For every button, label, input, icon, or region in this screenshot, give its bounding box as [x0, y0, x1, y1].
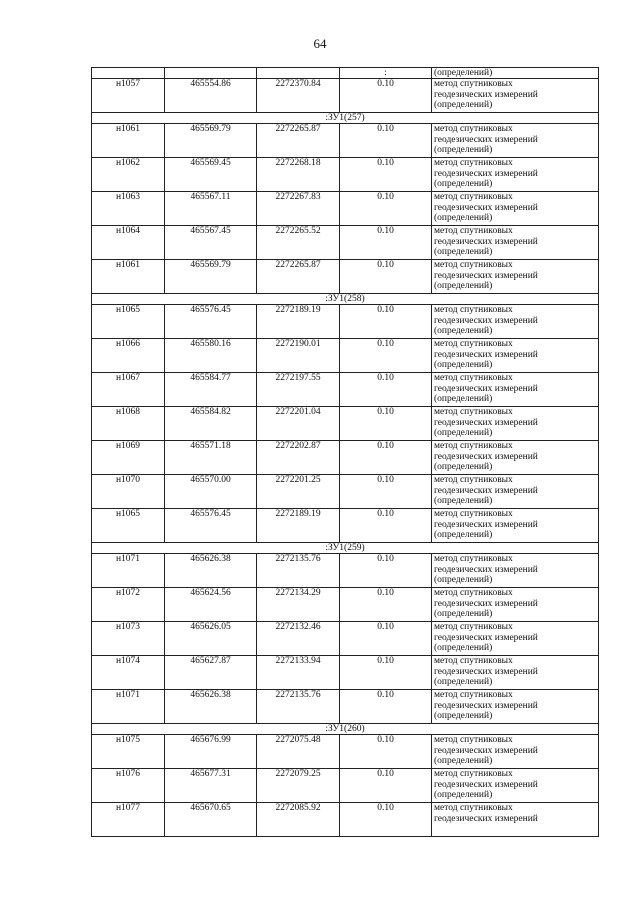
accuracy-cell: 0.10: [340, 305, 432, 339]
method-line: геодезических измерений: [434, 598, 538, 609]
method-line: метод спутниковых: [434, 79, 513, 89]
method-cell: [432, 803, 599, 837]
method-line: геодезических измерений: [434, 700, 538, 711]
section-title: :ЗУ1(259): [92, 543, 599, 554]
method-line: метод спутниковых: [434, 803, 513, 813]
method-cell: [432, 124, 599, 158]
y-coordinate-cell: 2272079.25: [257, 769, 340, 803]
method-line: метод спутниковых: [434, 124, 513, 134]
table-row: [92, 769, 599, 803]
coordinates-table: [91, 67, 599, 837]
method-line: метод спутниковых: [434, 588, 513, 598]
point-id-cell: н1064: [92, 226, 165, 260]
point-id-cell: н1065: [92, 509, 165, 543]
table-row: [92, 656, 599, 690]
method-line: метод спутниковых: [434, 407, 513, 417]
method-cell: [432, 735, 599, 769]
point-id-cell: н1070: [92, 475, 165, 509]
method-cell: [432, 509, 599, 543]
x-coordinate-cell: 465576.45: [165, 509, 257, 543]
method-line: (определений): [434, 711, 493, 721]
method-line: (определений): [434, 496, 493, 506]
method-cell: [432, 656, 599, 690]
method-cell: [432, 158, 599, 192]
cont-acc-cell: :: [340, 68, 432, 79]
accuracy-cell: 0.10: [340, 690, 432, 724]
table-row: [92, 588, 599, 622]
method-cell: [432, 690, 599, 724]
method-cell: [432, 260, 599, 294]
accuracy-cell: 0.10: [340, 622, 432, 656]
x-coordinate-cell: 465567.45: [165, 226, 257, 260]
x-coordinate-cell: 465676.99: [165, 735, 257, 769]
method-line: геодезических измерений: [434, 236, 538, 247]
x-coordinate-cell: 465576.45: [165, 305, 257, 339]
accuracy-cell: 0.10: [340, 407, 432, 441]
section-header-row: [92, 113, 599, 124]
x-coordinate-cell: 465570.00: [165, 475, 257, 509]
page-number: 64: [313, 36, 327, 51]
table-row: [92, 226, 599, 260]
x-coordinate-cell: 465569.79: [165, 260, 257, 294]
accuracy-cell: 0.10: [340, 509, 432, 543]
method-line: (определений): [434, 462, 493, 472]
method-line: метод спутниковых: [434, 509, 513, 519]
point-id-cell: н1057: [92, 79, 165, 113]
x-coordinate-cell: 465554.86: [165, 79, 257, 113]
cont-y-cell: [257, 68, 340, 79]
x-coordinate-cell: 465670.65: [165, 803, 257, 837]
method-line: геодезических измерений: [434, 485, 538, 496]
table-row: [92, 158, 599, 192]
y-coordinate-cell: 2272268.18: [257, 158, 340, 192]
accuracy-cell: 0.10: [340, 441, 432, 475]
method-cell: [432, 588, 599, 622]
table-row: [92, 509, 599, 543]
method-line: метод спутниковых: [434, 554, 513, 564]
method-line: (определений): [434, 643, 493, 653]
method-cell: [432, 622, 599, 656]
y-coordinate-cell: 2272085.92: [257, 803, 340, 837]
method-cell: [432, 192, 599, 226]
point-id-cell: н1074: [92, 656, 165, 690]
cont-method-cell: (определений): [432, 68, 599, 79]
method-line: (определений): [434, 100, 493, 110]
method-line: метод спутниковых: [434, 339, 513, 349]
method-line: (определений): [434, 145, 493, 155]
method-line: метод спутниковых: [434, 656, 513, 666]
method-line: геодезических измерений: [434, 168, 538, 179]
x-coordinate-cell: 465567.11: [165, 192, 257, 226]
method-line: геодезических измерений: [434, 349, 538, 360]
continuation-row: [92, 68, 599, 79]
y-coordinate-cell: 2272189.19: [257, 509, 340, 543]
table-row: [92, 79, 599, 113]
method-line: (определений): [434, 179, 493, 189]
y-coordinate-cell: 2272197.55: [257, 373, 340, 407]
accuracy-cell: 0.10: [340, 339, 432, 373]
method-line: метод спутниковых: [434, 441, 513, 451]
method-cell: [432, 554, 599, 588]
x-coordinate-cell: 465571.18: [165, 441, 257, 475]
y-coordinate-cell: 2272135.76: [257, 690, 340, 724]
method-cell: [432, 305, 599, 339]
y-coordinate-cell: 2272201.04: [257, 407, 340, 441]
section-title: :ЗУ1(258): [92, 294, 599, 305]
table-row: [92, 554, 599, 588]
method-cell: [432, 475, 599, 509]
method-line: (определений): [434, 677, 493, 687]
table-row: [92, 124, 599, 158]
table-row: [92, 339, 599, 373]
accuracy-cell: 0.10: [340, 769, 432, 803]
point-id-cell: н1075: [92, 735, 165, 769]
method-line: (определений): [434, 428, 493, 438]
method-line: метод спутниковых: [434, 260, 513, 270]
method-line: геодезических измерений: [434, 315, 538, 326]
y-coordinate-cell: 2272075.48: [257, 735, 340, 769]
section-header-row: [92, 543, 599, 554]
method-line: метод спутниковых: [434, 622, 513, 632]
point-id-cell: н1065: [92, 305, 165, 339]
method-cell: [432, 769, 599, 803]
y-coordinate-cell: 2272190.01: [257, 339, 340, 373]
method-cell: [432, 407, 599, 441]
x-coordinate-cell: 465627.87: [165, 656, 257, 690]
table-row: [92, 690, 599, 724]
y-coordinate-cell: 2272189.19: [257, 305, 340, 339]
point-id-cell: н1076: [92, 769, 165, 803]
table-row: [92, 407, 599, 441]
point-id-cell: н1066: [92, 339, 165, 373]
method-line: геодезических измерений: [434, 270, 538, 281]
table-row: [92, 622, 599, 656]
method-line: метод спутниковых: [434, 769, 513, 779]
method-line: геодезических измерений: [434, 202, 538, 213]
method-line: геодезических измерений: [434, 417, 538, 428]
y-coordinate-cell: 2272135.76: [257, 554, 340, 588]
method-line: (определений): [434, 530, 493, 540]
method-line: (определений): [434, 326, 493, 336]
point-id-cell: н1071: [92, 554, 165, 588]
x-coordinate-cell: 465584.77: [165, 373, 257, 407]
accuracy-cell: 0.10: [340, 260, 432, 294]
x-coordinate-cell: 465584.82: [165, 407, 257, 441]
point-id-cell: н1062: [92, 158, 165, 192]
accuracy-cell: 0.10: [340, 475, 432, 509]
method-line: геодезических измерений: [434, 519, 538, 530]
x-coordinate-cell: 465626.38: [165, 554, 257, 588]
method-line: метод спутниковых: [434, 226, 513, 236]
accuracy-cell: 0.10: [340, 554, 432, 588]
cont-point-cell: [92, 68, 165, 79]
section-header-row: [92, 294, 599, 305]
section-header-row: [92, 724, 599, 735]
x-coordinate-cell: 465624.56: [165, 588, 257, 622]
accuracy-cell: 0.10: [340, 226, 432, 260]
table-row: [92, 373, 599, 407]
y-coordinate-cell: 2272370.84: [257, 79, 340, 113]
method-cell: [432, 373, 599, 407]
method-line: геодезических измерений: [434, 813, 538, 824]
method-line: метод спутниковых: [434, 192, 513, 202]
method-line: метод спутниковых: [434, 158, 513, 168]
y-coordinate-cell: 2272265.87: [257, 124, 340, 158]
point-id-cell: н1068: [92, 407, 165, 441]
method-line: метод спутниковых: [434, 690, 513, 700]
method-line: (определений): [434, 360, 493, 370]
accuracy-cell: 0.10: [340, 124, 432, 158]
method-line: геодезических измерений: [434, 451, 538, 462]
table-row: [92, 260, 599, 294]
method-line: геодезических измерений: [434, 632, 538, 643]
method-line: геодезических измерений: [434, 666, 538, 677]
method-line: (определений): [434, 394, 493, 404]
method-line: (определений): [434, 575, 493, 585]
point-id-cell: н1061: [92, 260, 165, 294]
accuracy-cell: 0.10: [340, 656, 432, 690]
accuracy-cell: 0.10: [340, 373, 432, 407]
x-coordinate-cell: 465569.45: [165, 158, 257, 192]
method-line: геодезических измерений: [434, 745, 538, 756]
cont-x-cell: [165, 68, 257, 79]
x-coordinate-cell: 465569.79: [165, 124, 257, 158]
accuracy-cell: 0.10: [340, 735, 432, 769]
method-cell: [432, 339, 599, 373]
method-line: метод спутниковых: [434, 475, 513, 485]
y-coordinate-cell: 2272202.87: [257, 441, 340, 475]
point-id-cell: н1072: [92, 588, 165, 622]
method-cell: [432, 79, 599, 113]
method-line: геодезических измерений: [434, 89, 538, 100]
point-id-cell: н1061: [92, 124, 165, 158]
table-row: [92, 305, 599, 339]
table-row: [92, 192, 599, 226]
method-line: (определений): [434, 247, 493, 257]
point-id-cell: н1071: [92, 690, 165, 724]
method-line: (определений): [434, 213, 493, 223]
y-coordinate-cell: 2272267.83: [257, 192, 340, 226]
y-coordinate-cell: 2272265.87: [257, 260, 340, 294]
section-title: :ЗУ1(257): [92, 113, 599, 124]
point-id-cell: н1073: [92, 622, 165, 656]
accuracy-cell: 0.10: [340, 192, 432, 226]
accuracy-cell: 0.10: [340, 79, 432, 113]
method-line: метод спутниковых: [434, 305, 513, 315]
table-row: [92, 475, 599, 509]
point-id-cell: н1077: [92, 803, 165, 837]
method-line: геодезических измерений: [434, 779, 538, 790]
method-line: геодезических измерений: [434, 564, 538, 575]
y-coordinate-cell: 2272132.46: [257, 622, 340, 656]
method-line: геодезических измерений: [434, 383, 538, 394]
accuracy-cell: 0.10: [340, 588, 432, 622]
method-cell: [432, 226, 599, 260]
table-row: [92, 803, 599, 837]
accuracy-cell: 0.10: [340, 803, 432, 837]
method-line: (определений): [434, 609, 493, 619]
accuracy-cell: 0.10: [340, 158, 432, 192]
table-row: [92, 441, 599, 475]
method-line: геодезических измерений: [434, 134, 538, 145]
coordinates-table-body: [92, 68, 599, 837]
y-coordinate-cell: 2272133.94: [257, 656, 340, 690]
point-id-cell: н1069: [92, 441, 165, 475]
point-id-cell: н1063: [92, 192, 165, 226]
method-cell: [432, 441, 599, 475]
y-coordinate-cell: 2272134.29: [257, 588, 340, 622]
table-row: [92, 735, 599, 769]
method-line: метод спутниковых: [434, 373, 513, 383]
x-coordinate-cell: 465580.16: [165, 339, 257, 373]
method-line: (определений): [434, 790, 493, 800]
x-coordinate-cell: 465626.05: [165, 622, 257, 656]
y-coordinate-cell: 2272265.52: [257, 226, 340, 260]
method-line: метод спутниковых: [434, 735, 513, 745]
method-line: (определений): [434, 756, 493, 766]
x-coordinate-cell: 465677.31: [165, 769, 257, 803]
point-id-cell: н1067: [92, 373, 165, 407]
section-title: :ЗУ1(260): [92, 724, 599, 735]
y-coordinate-cell: 2272201.25: [257, 475, 340, 509]
method-line: (определений): [434, 281, 493, 291]
x-coordinate-cell: 465626.38: [165, 690, 257, 724]
